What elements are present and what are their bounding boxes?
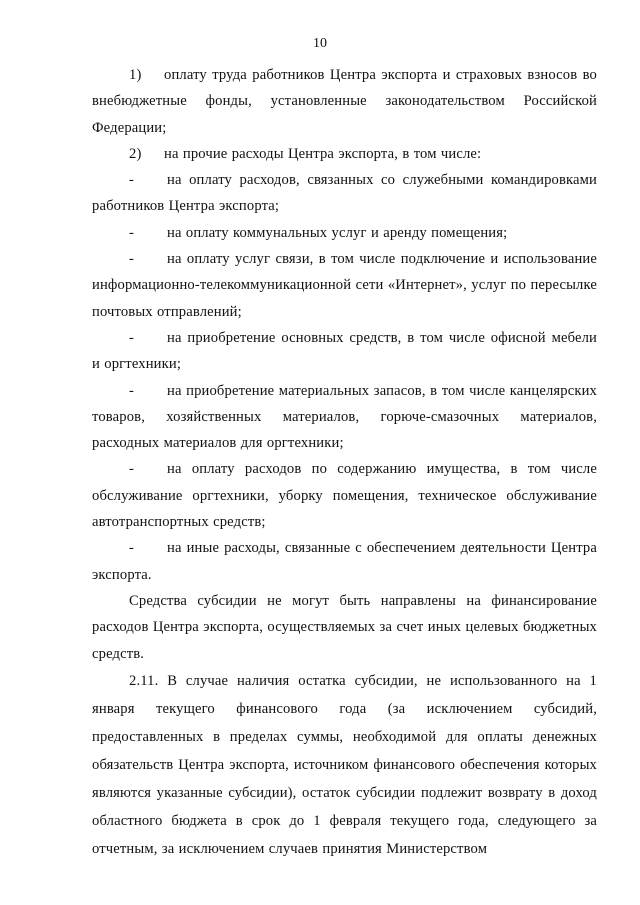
list-item-text: на оплату расходов, связанных со служебными командировками работников Центра экспорта; [92,172,597,215]
list-item-text: на прочие расходы Центра экспорта, в том числе: [164,145,482,162]
list-item-2 [92,141,597,167]
list-marker: 1) [129,67,142,83]
list-item-text: на приобретение основных средств, в том числе офисной мебели и оргтехники; [92,329,597,373]
dash-item-other [92,535,597,588]
page-number: 10 [313,36,327,51]
paragraph-subsidy-restriction: Средства субсидии не могут быть направлены на финансирование расходов Центра экспорта, осуществляемых за счет иных целевых бюджетных средств. [92,592,597,662]
list-marker: 2) [129,145,142,162]
list-item-text: на оплату услуг связи, в том числе подключение и использование информационно-телекоммуникационной сети «Интернет», услуг по пересылке почтовых отправлений; [92,251,597,320]
list-item-text: на оплату коммунальных услуг и аренду помещения; [167,224,508,241]
document-body [92,62,597,863]
list-item-text: оплату труда работников Центра экспорта и страховых взносов во внебюджетные фонды, установленные законодательством Российской Федерации; [92,67,597,136]
list-marker: - [129,461,135,478]
dash-item-communications [92,246,597,325]
list-item-text: на приобретение материальных запасов, в том числе канцелярских товаров, хозяйственных материалов, горюче-смазочных материалов, расходных материалов для оргтехники; [92,382,597,452]
list-marker: - [129,329,135,346]
list-marker: - [129,224,135,241]
dash-item-materials [92,378,597,457]
dash-item-maintenance [92,456,597,535]
dash-item-business-trips [92,167,597,220]
list-item-1 [92,62,597,141]
dash-item-fixed-assets [92,325,597,378]
list-marker: - [129,382,135,399]
paragraph-2-11: 2.11. В случае наличия остатка субсидии, не использованного на 1 января текущего финансового года (за исключением субсидий, предоставленных в пределах суммы, необходимой для оплаты денежных обязательств Центра экспорта, источником финансового обеспечения которых являются указанные субсидии), остаток субсидии подлежит возврату в доход областного бюджета в срок до 1 февраля текущего года, следующего за отчетным, за исключением случаев принятия Министерством [92,672,597,857]
list-item-text: на оплату расходов по содержанию имущества, в том числе обслуживание оргтехники, уборку помещения, техническое обслуживание автотранспортных средств; [92,461,597,531]
list-marker: - [129,540,135,557]
list-marker: - [129,251,135,268]
list-item-text: на иные расходы, связанные с обеспечением деятельности Центра экспорта. [92,540,597,583]
dash-item-utilities [92,220,597,246]
list-marker: - [129,172,135,189]
